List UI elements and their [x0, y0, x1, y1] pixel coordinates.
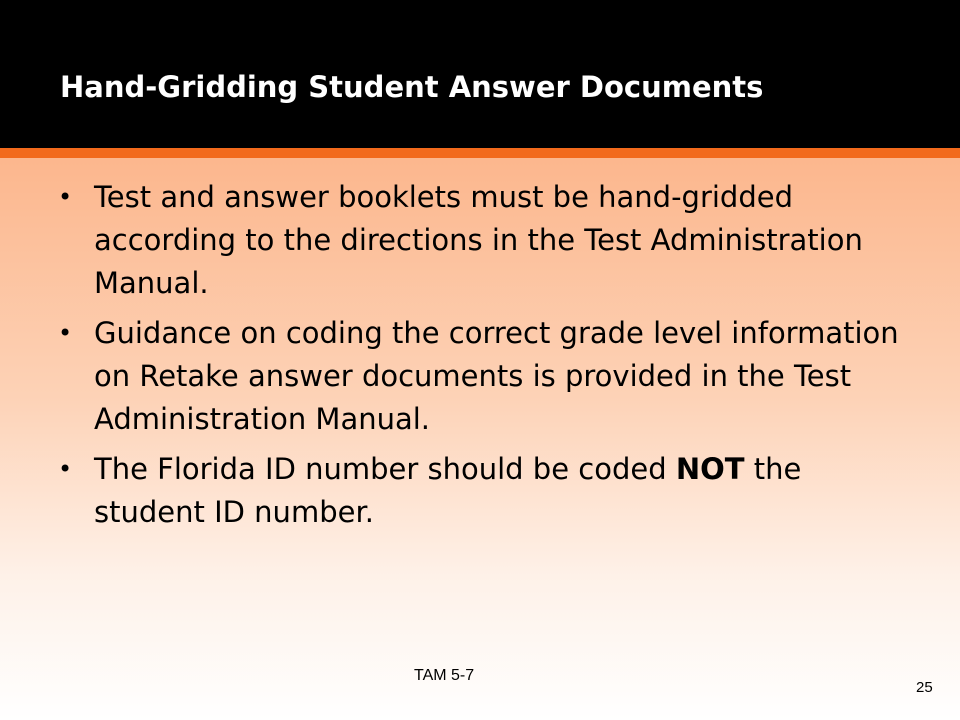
- bullet-text-before: The Florida ID number should be coded: [94, 452, 676, 486]
- page-number: 25: [916, 679, 933, 696]
- bullet-icon: •: [58, 319, 73, 347]
- title-accent-rule: [0, 148, 960, 158]
- slide-title: Hand-Gridding Student Answer Documents: [60, 70, 764, 104]
- footer-reference: TAM 5-7: [414, 667, 475, 684]
- bullet-item: [58, 448, 908, 534]
- bullet-list: [58, 176, 908, 541]
- bullet-text: Test and answer booklets must be hand-gridded according to the directions in the Test Administration Manual.: [94, 180, 863, 300]
- bullet-item: [58, 312, 908, 441]
- bullet-icon: •: [58, 183, 73, 211]
- bullet-icon: •: [58, 455, 73, 483]
- bullet-emphasis: NOT: [675, 452, 745, 486]
- bullet-item: [58, 176, 908, 305]
- bullet-text-after: the student ID number.: [94, 452, 802, 529]
- bullet-text: Guidance on coding the correct grade level information on Retake answer documents is provided in the Test Administration Manual.: [94, 316, 899, 436]
